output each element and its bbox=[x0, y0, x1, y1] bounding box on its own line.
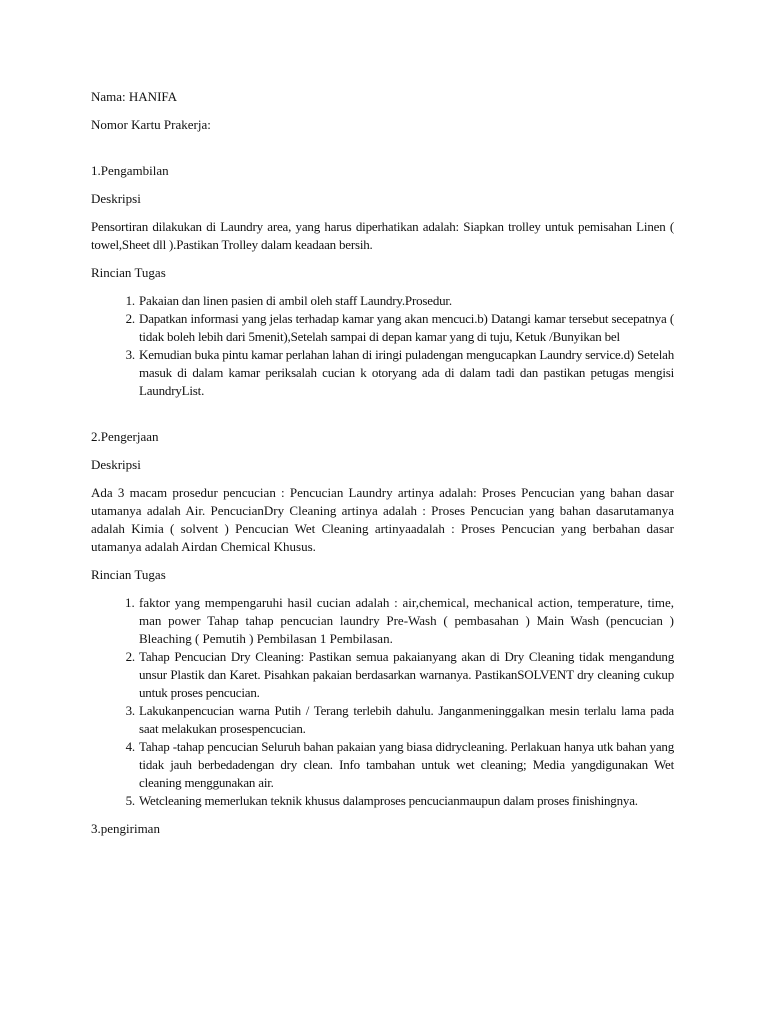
section-2-title: 2.Pengerjaan bbox=[91, 429, 159, 444]
section-2-task-list bbox=[91, 594, 674, 810]
list-item: 3. Lakukanpencucian warna Putih / Terang terlebih dahulu. Janganmeninggalkan mesin terlalu lama pada saat melakukan prosespencucian. bbox=[138, 702, 674, 738]
section-1-description: Pensortiran dilakukan di Laundry area, yang harus diperhatikan adalah: Siapkan trolley untuk pemisahan Linen ( towel,Sheet dll ).Pastikan Trolley dalam keadaan bersih. bbox=[91, 219, 674, 252]
list-item: 2. Dapatkan informasi yang jelas terhadap kamar yang akan mencuci.b) Datangi kamar tersebut secepatnya ( tidak boleh lebih dari 5menit),Setelah sampai di depan kamar yang di tuju, Ketuk /Bunyikan bel bbox=[138, 310, 674, 346]
section-1-title: 1.Pengambilan bbox=[91, 163, 169, 178]
card-number-line: Nomor Kartu Prakerja: bbox=[91, 117, 211, 132]
list-item: 3. Kemudian buka pintu kamar perlahan lahan di iringi puladengan mengucapkan Laundry service.d) Setelah masuk di dalam kamar periksalah cucian k otoryang ada di dalam tadi dan pastikan petugas mengisi LaundryList. bbox=[138, 346, 674, 400]
section-2-tasks-label: Rincian Tugas bbox=[91, 567, 166, 582]
section-3-title: 3.pengiriman bbox=[91, 821, 160, 836]
section-2-description: Ada 3 macam prosedur pencucian : Pencucian Laundry artinya adalah: Proses Pencucian yang bahan dasar utamanya adalah Air. PencucianDry Cleaning artinya adalah : Proses Pencucian yang bahan dasarutamanya adalah Kimia ( solvent ) Pencucian Wet Cleaning artinyaadalah : Proses Pencucian yang berbahan dasar utamanya adalah Airdan Chemical Khusus. bbox=[91, 485, 674, 554]
section-1-desc-label: Deskripsi bbox=[91, 191, 141, 206]
section-1-tasks-label: Rincian Tugas bbox=[91, 265, 166, 280]
section-1-task-list bbox=[91, 292, 674, 400]
list-item: 5. Wetcleaning memerlukan teknik khusus dalamproses pencucianmaupun dalam proses finishingnya. bbox=[138, 792, 674, 810]
list-item: 2. Tahap Pencucian Dry Cleaning: Pastikan semua pakaianyang akan di Dry Cleaning tidak mengandung unsur Plastik dan Karet. Pisahkan pakaian berdasarkan warnanya. PastikanSOLVENT dry cleaning cukup untuk proses pencucian. bbox=[138, 648, 674, 702]
list-item: 1. faktor yang mempengaruhi hasil cucian adalah : air,chemical, mechanical action, temperature, time, man power Tahap tahap pencucian laundry Pre-Wash ( pembasahan ) Main Wash (pencucian ) Bleaching ( Pemutih ) Pembilasan 1 Pembilasan. bbox=[138, 594, 674, 648]
name-line: Nama: HANIFA bbox=[91, 89, 178, 104]
list-item: 1. Pakaian dan linen pasien di ambil oleh staff Laundry.Prosedur. bbox=[138, 292, 674, 310]
list-item: 4. Tahap -tahap pencucian Seluruh bahan pakaian yang biasa didrycleaning. Perlakuan hanya utk bahan yang tidak jauh berbedadengan dry clean. Info tambahan untuk wet cleaning; Media yangdigunakan Wet cleaning menggunakan air. bbox=[138, 738, 674, 792]
section-2-desc-label: Deskripsi bbox=[91, 457, 141, 472]
